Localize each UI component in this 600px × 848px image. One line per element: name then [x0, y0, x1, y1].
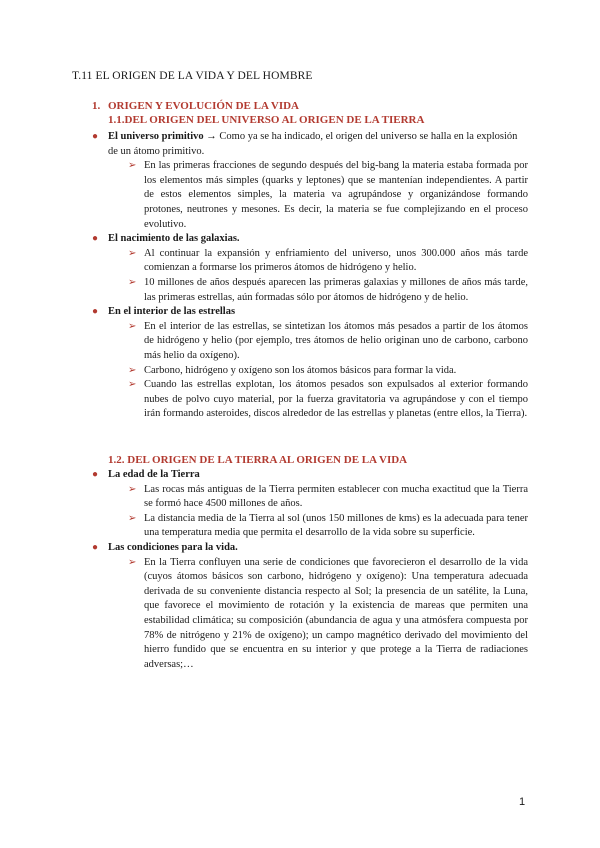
bullet-item [92, 130, 528, 159]
sub-point-text: 10 millones de años después aparecen las primeras galaxias y millones de años más tarde, las primeras estrellas, aún formadas sólo por átomos de hidrógeno y de helio. [144, 276, 528, 303]
subsection-heading-1-2: 1.2. DEL ORIGEN DE LA TIERRA AL ORIGEN DE LA VIDA [108, 454, 408, 466]
arrow-bullet-icon: ➢ [128, 276, 137, 288]
sub-point [92, 556, 528, 673]
arrow-bullet-icon: ➢ [128, 512, 137, 524]
bullet-heading: El universo primitivo [108, 131, 204, 142]
arrow-bullet-icon: ➢ [128, 160, 137, 172]
arrow-bullet-icon: ➢ [128, 483, 137, 495]
bullet-heading: El nacimiento de las galaxias. [108, 233, 240, 245]
sub-point [92, 364, 528, 379]
sub-point-text: En las primeras fracciones de segundo después del big-bang la materia estaba formada por los elementos más simples (quarks y leptones) que se mantenían independientes. A partir de estos elementos simples, la materia va agrupándose y organizándose formando protones, neutrones y mesones. Es decir, la materia se fue complejizando en el proceso evolutivo. [144, 160, 528, 230]
sub-point [92, 378, 528, 422]
document-title: T.11 EL ORIGEN DE LA VIDA Y DEL HOMBRE [72, 70, 313, 82]
arrow-bullet-icon: ➢ [128, 320, 137, 332]
sub-point-text: Carbono, hidrógeno y oxígeno son los átomos básicos para formar la vida. [144, 364, 457, 376]
sub-point-text: Las rocas más antiguas de la Tierra permiten establecer con mucha exactitud que la Tierra se formó hace 4500 millones de años. [144, 483, 528, 510]
bullet-heading: En el interior de las estrellas [108, 306, 236, 318]
sub-point-text: En el interior de las estrellas, se sintetizan los átomos más pesados a partir de los átomos de hidrógeno y helio (por ejemplo, tres átomos de helio originan uno de carbono, carbono más helio da oxígeno). [144, 320, 528, 361]
bullet-dot-icon: ● [92, 233, 99, 245]
section-heading [92, 100, 299, 112]
subsection-1-2-content [92, 468, 528, 672]
sub-point [92, 159, 528, 232]
sub-point-text: Cuando las estrellas explotan, los átomos pesados son expulsados al exterior formando nubes de polvo cuyo material, por la fuerza gravitatoria va agrupándose y con el tiempo irán formando asteroides, discos alrededor de las estrellas y planetas (entre ellos, la Tierra). [144, 379, 528, 420]
subsection-1-1-content [92, 130, 528, 422]
bullet-item [92, 305, 528, 320]
bullet-dot-icon: ● [92, 469, 99, 480]
bullet-dot-icon: ● [92, 541, 99, 553]
page-number: 1 [519, 796, 526, 808]
sub-point [92, 483, 528, 512]
sub-point [92, 320, 528, 364]
sub-point [92, 276, 528, 305]
sub-point-text: En la Tierra confluyen una serie de condiciones que favorecieron el desarrollo de la vida (cuyos átomos básicos son carbono, hidrógeno y oxígeno): Una temperatura adecuada derivada de su conveniente distancia respecto al Sol; la presencia de un satélite, la Luna, que favorece el movimiento de rotación y la existencia de mareas que permiten una estabilidad climática; su composición (abundancia de agua y una atmósfera compuesta por 78% de nitrógeno y 21% de oxígeno); un campo magnético derivado del movimiento del hierro fundido que se encuentra en su interior y que protege a la Tierra de radiaciones adversas;… [144, 556, 528, 670]
sub-point-text: Al continuar la expansión y enfriamiento del universo, unos 300.000 años más tarde comienzan a formarse los primeros átomos de hidrógeno y helio. [144, 247, 528, 274]
sub-point [92, 247, 528, 276]
bullet-text: → Como ya se ha indicado, el origen del universo se halla en la explosión de un átomo primitivo. [108, 131, 518, 157]
bullet-item [92, 232, 528, 247]
bullet-dot-icon: ● [92, 306, 99, 318]
subsection-heading-1-1: 1.1.DEL ORIGEN DEL UNIVERSO AL ORIGEN DE LA TIERRA [108, 114, 425, 126]
arrow-bullet-icon: ➢ [128, 379, 137, 391]
section-label: ORIGEN Y EVOLUCIÓN DE LA VIDA [108, 100, 299, 112]
bullet-item [92, 541, 528, 556]
arrow-bullet-icon: ➢ [128, 247, 137, 259]
arrow-bullet-icon: ➢ [128, 556, 137, 568]
section-number: 1. [92, 100, 101, 112]
bullet-item [92, 468, 528, 483]
bullet-heading: Las condiciones para la vida. [108, 541, 238, 553]
sub-point-text: La distancia media de la Tierra al sol (unos 150 millones de kms) es la adecuada para tener una temperatura media que permita el desarrollo de la vida sobre su superficie. [144, 512, 528, 539]
arrow-bullet-icon: ➢ [128, 364, 137, 376]
bullet-heading: La edad de la Tierra [108, 469, 200, 480]
bullet-dot-icon: ● [92, 131, 99, 142]
sub-point [92, 512, 528, 541]
